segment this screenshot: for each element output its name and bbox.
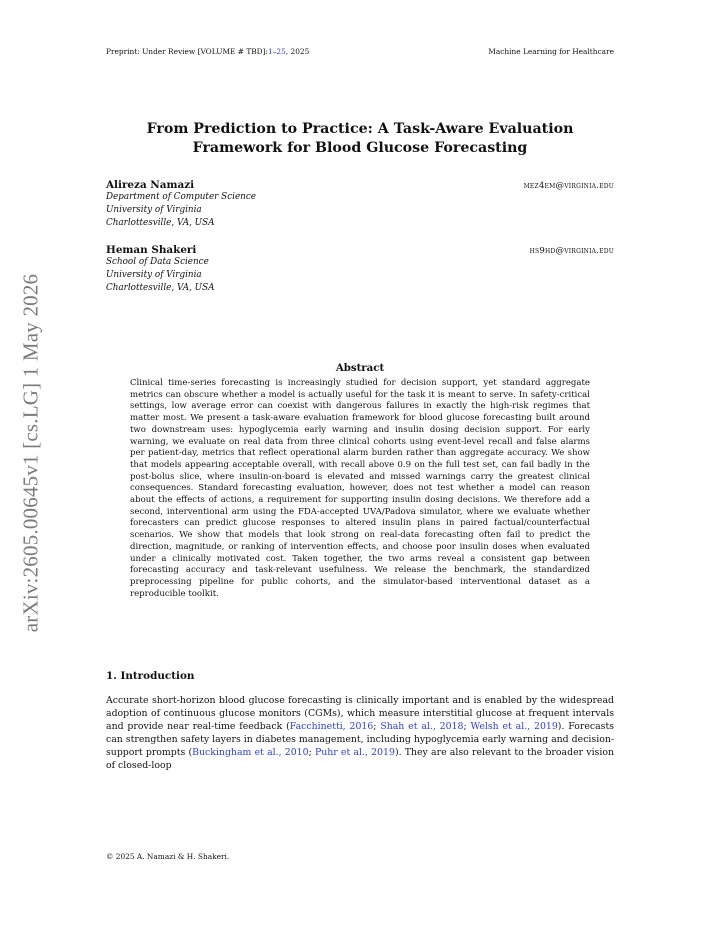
citation-link[interactable]: Welsh et al., 2019 bbox=[470, 721, 558, 733]
author-department: School of Data Science bbox=[106, 257, 209, 267]
author-university: University of Virginia bbox=[106, 205, 202, 216]
copyright-icon: © bbox=[106, 852, 114, 861]
author-name: Alireza Namazi bbox=[106, 179, 195, 191]
author-email: hs9hd@virginia.edu bbox=[529, 246, 614, 256]
header-left: Preprint: Under Review [VOLUME # TBD]:1–25, 2025 bbox=[106, 47, 310, 56]
author-department: Department of Computer Science bbox=[106, 192, 256, 202]
arxiv-identifier-stamp: arXiv:2605.00645v1 [cs.LG] 1 May 2026 bbox=[18, 273, 43, 633]
citation-link[interactable]: Buckingham et al., 2010 bbox=[192, 747, 309, 759]
abstract-heading: Abstract bbox=[335, 362, 385, 374]
running-header bbox=[106, 47, 614, 56]
introduction-paragraph: Accurate short-horizon blood glucose forecasting is clinically important and is enabled by the widespread adoption of continuous glucose monitors (CGMs), which measure interstitial glucose at frequent intervals and provide near real-time feedback (Facchinetti, 2016; Shah et al., 2018; Welsh et al., 2019). Forecasts can strengthen safety layers in diabetes management, including hypoglycemia early warning and decision-support prompts (Buckingham et al., 2010; Puhr et al., 2019). They are also relevant to the broader vision of closed-loop bbox=[106, 695, 615, 772]
author-university: University of Virginia bbox=[106, 270, 202, 281]
page-range-start-link[interactable]: 1 bbox=[267, 47, 273, 56]
introduction-heading: 1. Introduction bbox=[106, 670, 195, 682]
citation-link[interactable]: Facchinetti, 2016 bbox=[289, 721, 374, 733]
header-venue: Machine Learning for Healthcare bbox=[488, 47, 614, 56]
footer-copyright: © 2025 A. Namazi & H. Shakeri. bbox=[106, 852, 230, 861]
author-location: Charlottesville, VA, USA bbox=[106, 218, 215, 229]
author-block-2 bbox=[106, 244, 614, 296]
abstract-text: Clinical time-series forecasting is increasingly studied for decision support, yet standard aggregate metrics can obscure whether a model is actually useful for the task it is meant to serve. In safety-critical settings, low average error can coexist with dangerous failures in exactly the high-risk regimes that matter most. We present a task-aware evaluation framework for blood glucose forecasting built around two downstream uses: hypoglycemia early warning and insulin dosing decision support. For early warning, we evaluate on real data from three clinical cohorts using event-level recall and false alarms per patient-day, metrics that reflect operational alarm burden rather than aggregate accuracy. We show that models appearing acceptable overall, with recall above 0.9 on the full test set, can fail badly in the post-bolus slice, where insulin-on-board is elevated and missed warnings carry the greatest clinical consequences. Standard forecasting evaluation, however, does not test whether a model can reason about the effects of actions, a requirement for supporting insulin dosing decisions. We therefore add a second, interventional arm using the FDA-accepted UVA/Padova simulator, where we evaluate whether forecasters can predict glucose responses to altered insulin plans in paired factual/counterfactual scenarios. We show that models that look strong on real-data forecasting often fail to predict the direction, magnitude, or ranking of intervention effects, and choose poor insulin doses when evaluated under a clinically motivated cost. Taken together, the two arms reveal a consistent gap between forecasting accuracy and task-relevant usefulness. We release the benchmark, the standardized preprocessing pipeline for public cohorts, and the simulator-based interventional dataset as a reproducible toolkit. bbox=[130, 378, 590, 599]
author-location: Charlottesville, VA, USA bbox=[106, 283, 215, 294]
citation-link[interactable]: Shah et al., 2018 bbox=[380, 721, 464, 733]
author-block-1 bbox=[106, 179, 614, 231]
author-email: mez4em@virginia.edu bbox=[523, 181, 614, 191]
paper-title: From Prediction to Practice: A Task-Aware Evaluation Framework for Blood Glucose Forecasting bbox=[146, 121, 574, 156]
author-name: Heman Shakeri bbox=[106, 244, 197, 256]
citation-link[interactable]: Puhr et al., 2019 bbox=[314, 747, 395, 759]
page-range-end-link[interactable]: 25 bbox=[276, 47, 286, 56]
